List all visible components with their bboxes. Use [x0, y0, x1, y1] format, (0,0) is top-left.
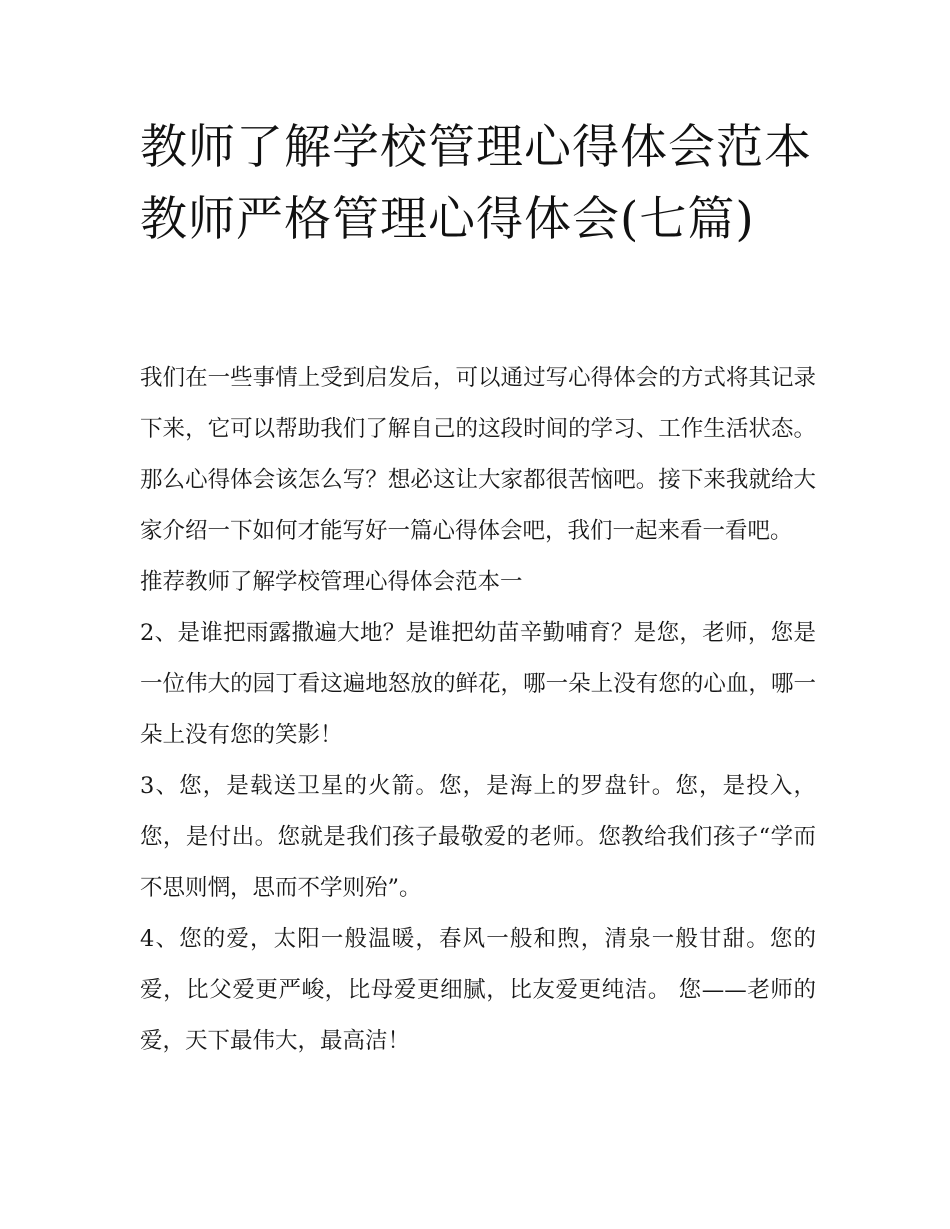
document-body — [140, 353, 816, 1067]
intro-paragraph: 我们在一些事情上受到启发后，可以通过写心得体会的方式将其记录下来，它可以帮助我们了解自己的这段时间的学习、工作生活状态。那么心得体会该怎么写？想必这让大家都很苦恼吧。接下来我就给大家介绍一下如何才能写好一篇心得体会吧，我们一起来看一看吧。 — [140, 365, 816, 544]
paragraph-item-3: 3、您，是载送卫星的火箭。您，是海上的罗盘针。您，是投入，您，是付出。您就是我们孩子最敬爱的老师。您教给我们孩子“学而不思则惘，思而不学则殆”。 — [140, 773, 816, 901]
document-title: 教师了解学校管理心得体会范本 教师严格管理心得体会(七篇) — [140, 120, 812, 247]
paragraph-item-2: 2、是谁把雨露撒遍大地？是谁把幼苗辛勤哺育？是您，老师，您是一位伟大的园丁看这遍地怒放的鲜花，哪一朵上没有您的心血，哪一朵上没有您的笑影！ — [140, 620, 816, 748]
paragraph-item-4: 4、您的爱，太阳一般温暖，春风一般和煦，清泉一般甘甜。您的爱，比父爱更严峻，比母爱更细腻，比友爱更纯洁。 您——老师的爱，天下最伟大，最高洁！ — [140, 926, 816, 1054]
section-heading: 推荐教师了解学校管理心得体会范本一 — [140, 569, 523, 595]
